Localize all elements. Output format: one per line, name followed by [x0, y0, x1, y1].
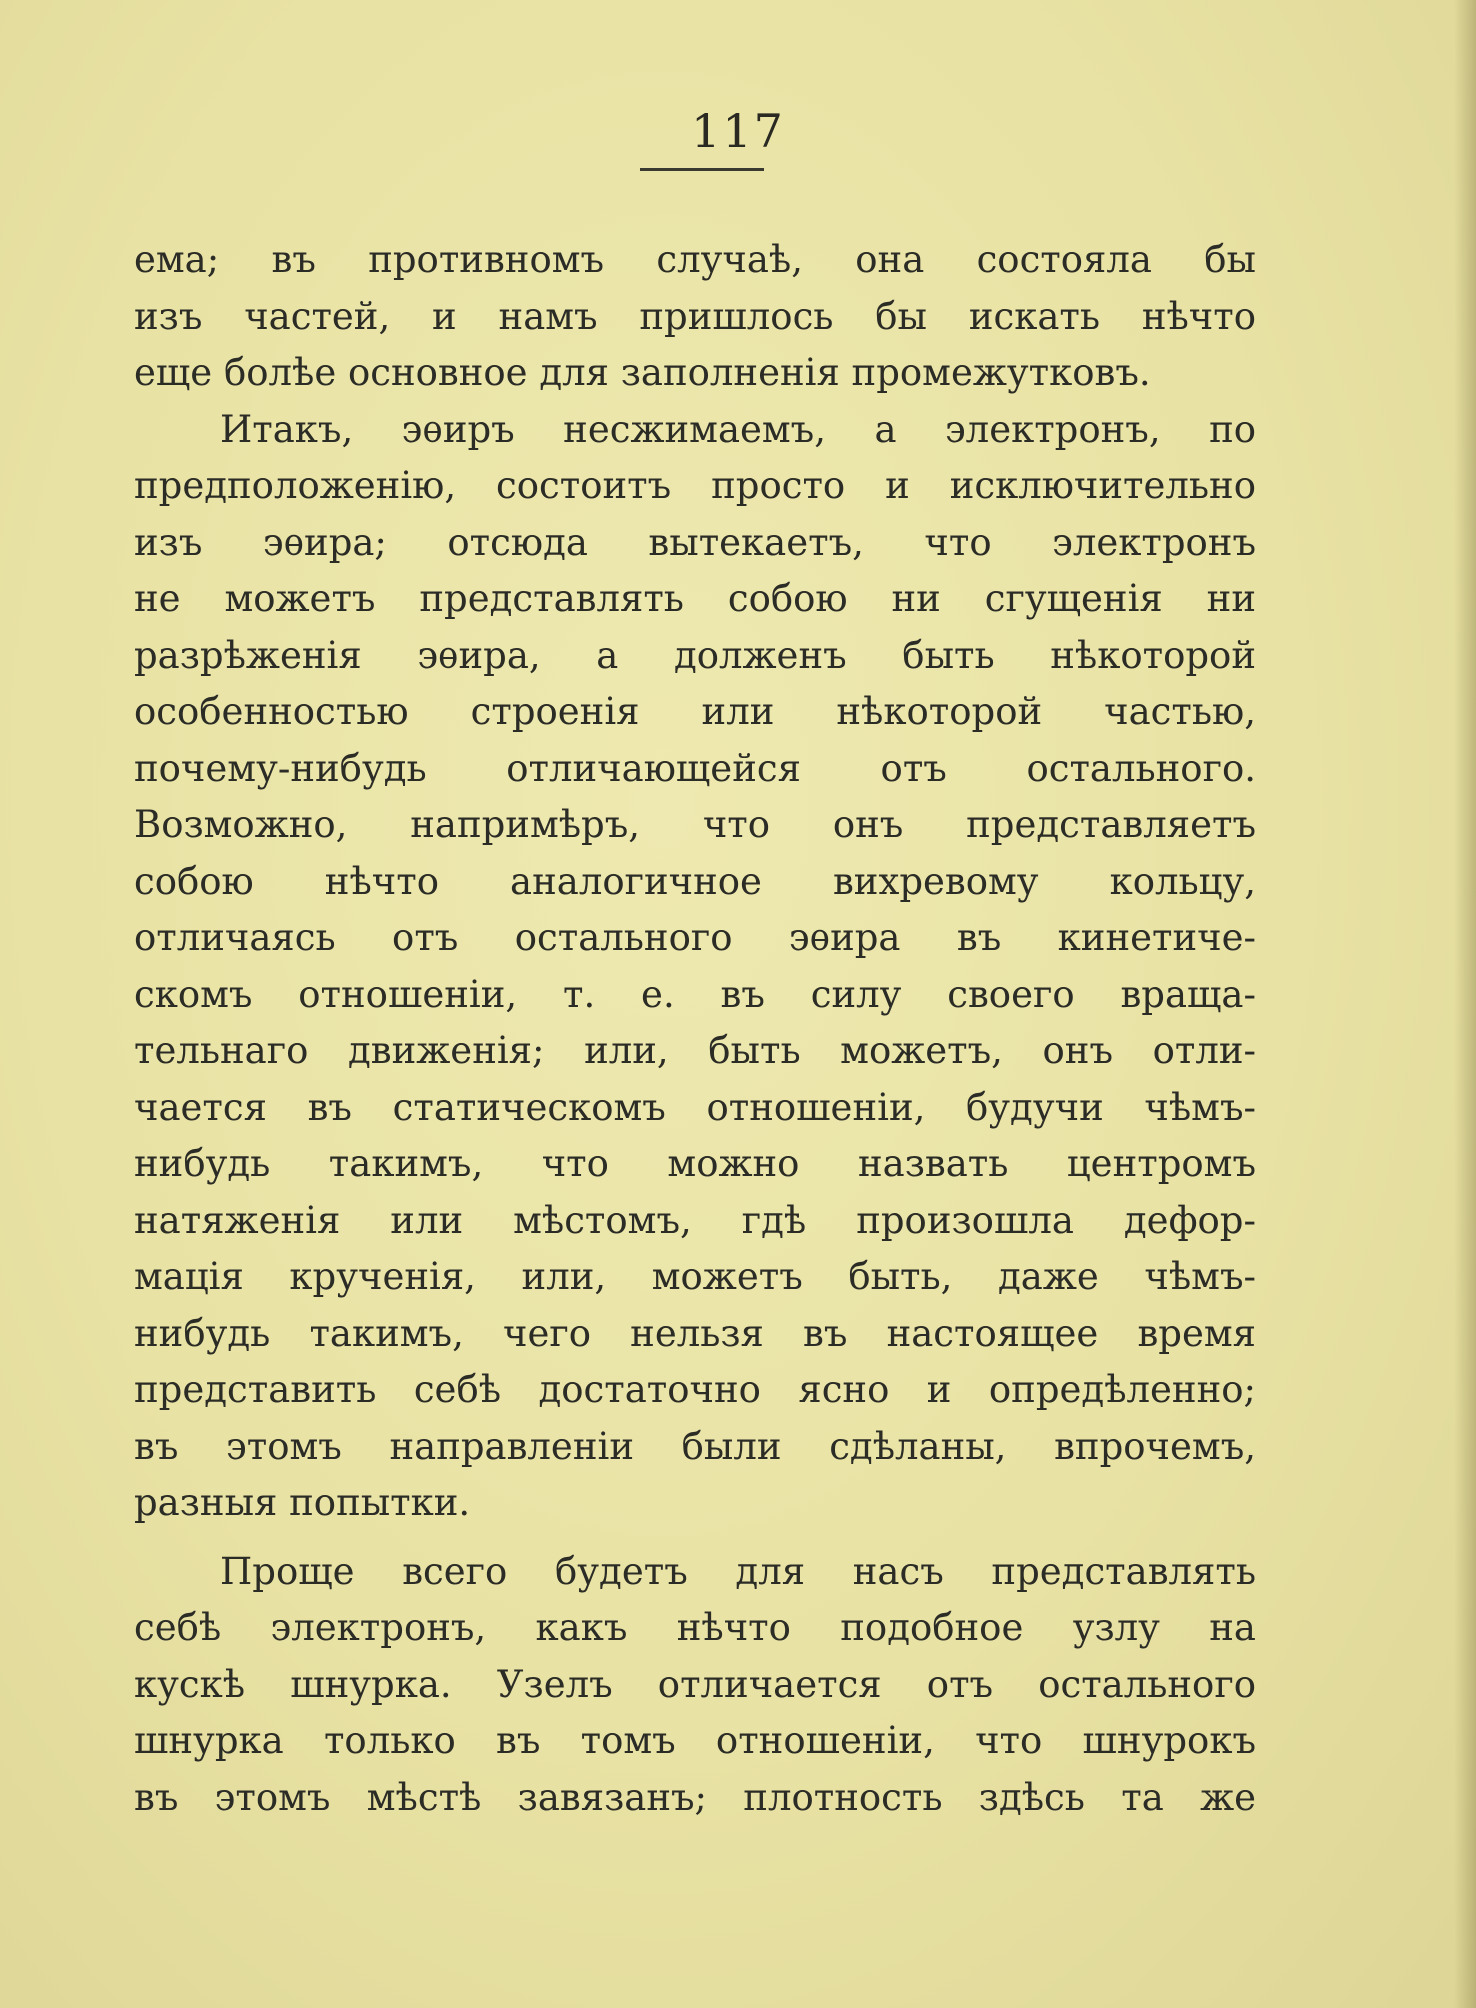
text-line: особенностью строенія или нѣкоторой частью, — [134, 690, 1256, 733]
text-line: въ этомъ мѣстѣ завязанъ; плотность здѣсь та же — [134, 1775, 1256, 1819]
text-line: почему-нибудь отличающейся отъ остального. — [134, 746, 1256, 790]
text-line: еще болѣе основное для заполненія промежутковъ. — [134, 351, 1151, 394]
text-line: представить себѣ достаточно ясно и опредѣленно; — [134, 1368, 1256, 1411]
text-line: въ этомъ направленіи были сдѣланы, впрочемъ, — [134, 1424, 1256, 1468]
text-line: нибудь такимъ, что можно назвать центромъ — [134, 1142, 1256, 1185]
text-line: собою нѣчто аналогичное вихревому кольцу, — [134, 859, 1256, 903]
text-line: Возможно, напримѣръ, что онъ представляетъ — [134, 803, 1256, 846]
paragraph-first-line: Проще всего будетъ для насъ представлять — [220, 1549, 1256, 1593]
text-line: не можетъ представлять собою ни сгущенія ни — [134, 577, 1256, 620]
page-number-rule — [640, 168, 764, 171]
text-line: натяженія или мѣстомъ, гдѣ произошла дефор- — [134, 1198, 1256, 1242]
page-number: 117 — [691, 104, 785, 158]
text-line: мація крученія, или, можетъ быть, даже чѣмъ- — [134, 1255, 1256, 1298]
text-line: нибудь такимъ, чего нельзя въ настоящее время — [134, 1311, 1256, 1355]
text-line: себѣ электронъ, какъ нѣчто подобное узлу на — [134, 1606, 1256, 1649]
text-line: предположенію, состоитъ просто и исключительно — [134, 464, 1256, 507]
text-line: чается въ статическомъ отношеніи, будучи чѣмъ- — [134, 1085, 1256, 1129]
text-line: скомъ отношеніи, т. е. въ силу своего враща- — [134, 972, 1256, 1016]
text-line: тельнаго движенія; или, быть можетъ, онъ отли- — [134, 1029, 1256, 1072]
text-line: изъ частей, и намъ пришлось бы искать нѣчто — [134, 294, 1256, 338]
text-line: изъ эѳира; отсюда вытекаетъ, что электронъ — [134, 520, 1256, 564]
text-line: кускѣ шнурка. Узелъ отличается отъ остального — [134, 1662, 1256, 1706]
text-line: ема; въ противномъ случаѣ, она состояла бы — [134, 238, 1256, 281]
body-text — [134, 232, 1256, 1826]
text-line: шнурка только въ томъ отношеніи, что шнурокъ — [134, 1719, 1256, 1762]
text-line: разрѣженія эѳира, а долженъ быть нѣкоторой — [134, 633, 1256, 677]
text-line: разныя попытки. — [134, 1481, 471, 1524]
text-line: отличаясь отъ остального эѳира въ кинетиче- — [134, 916, 1256, 959]
paragraph-first-line: Итакъ, эѳиръ несжимаемъ, а электронъ, по — [220, 407, 1256, 451]
page-edge-shadow — [1454, 0, 1476, 2008]
